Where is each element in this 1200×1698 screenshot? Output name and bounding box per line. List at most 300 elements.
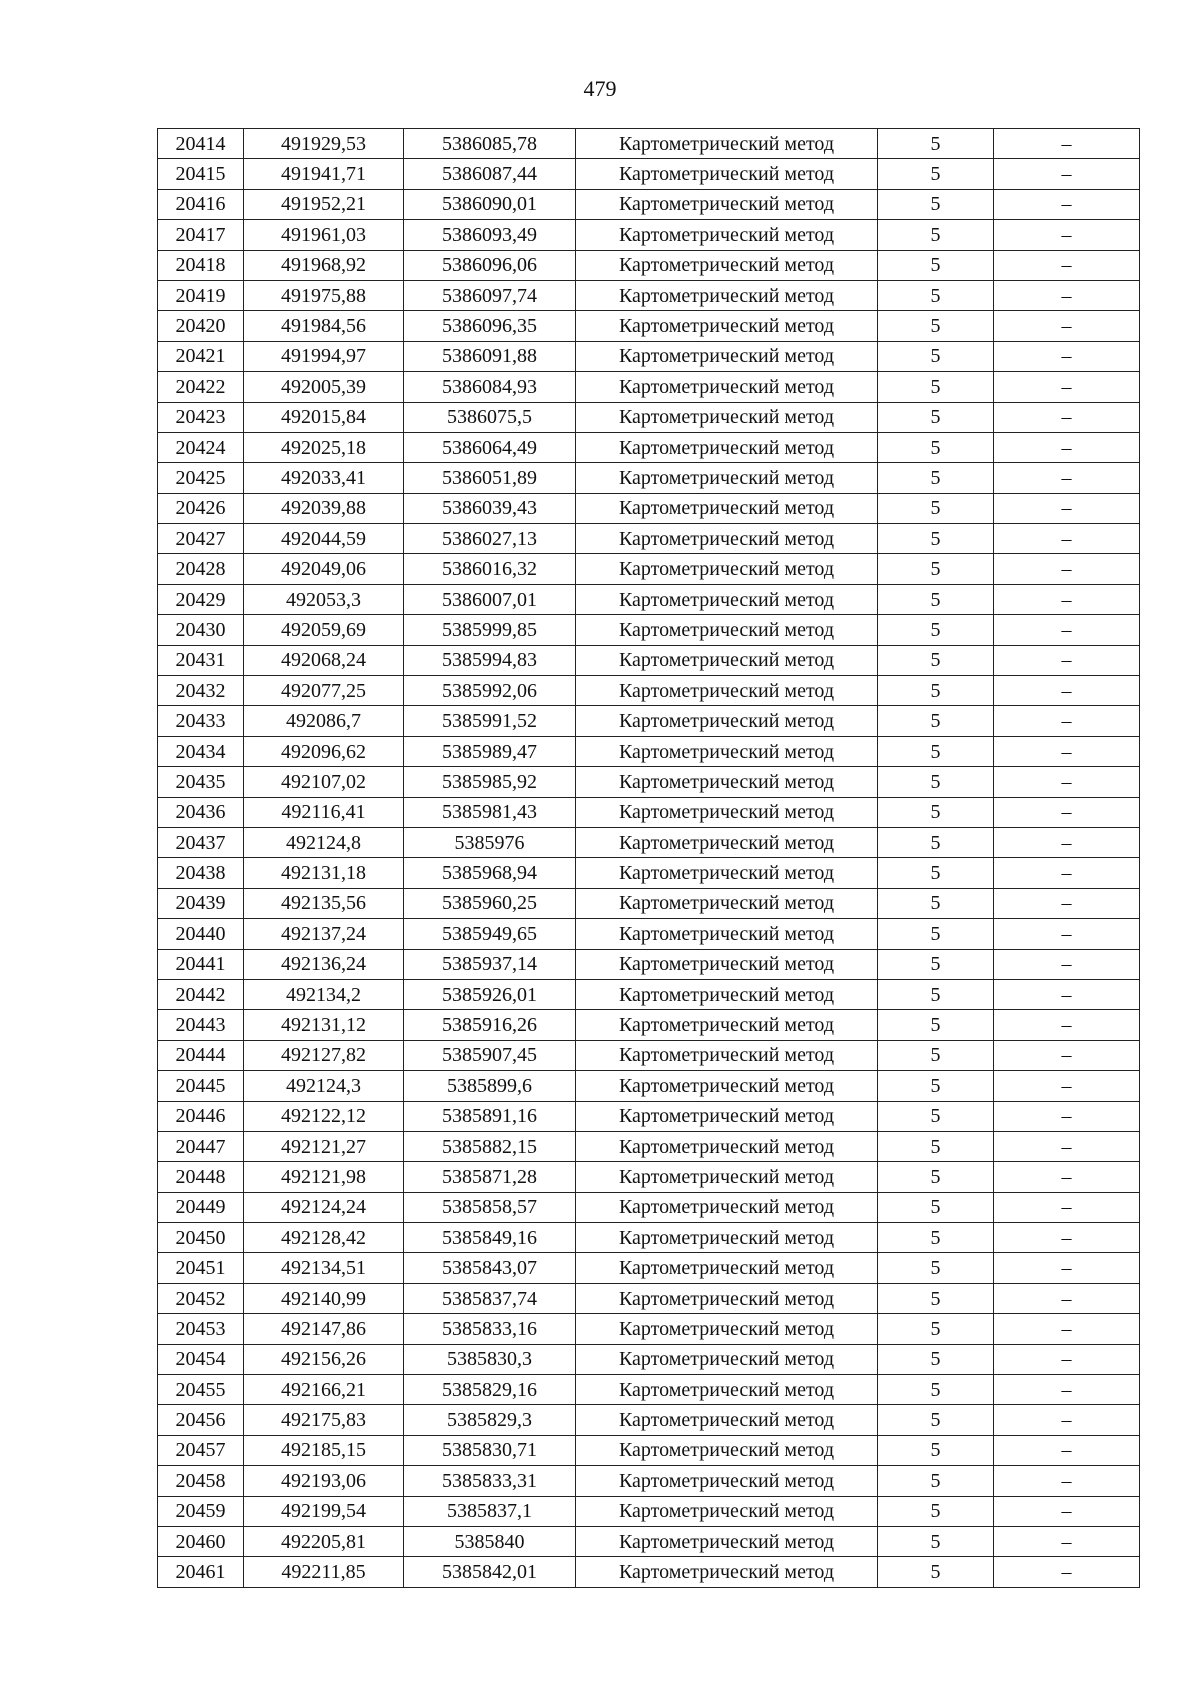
method-cell: Картометрический метод [576, 767, 878, 797]
x-coordinate-cell: 491952,21 [244, 189, 404, 219]
y-coordinate-cell: 5385994,83 [404, 645, 576, 675]
accuracy-cell: 5 [878, 311, 994, 341]
description-cell: – [994, 1375, 1140, 1405]
accuracy-cell: 5 [878, 1496, 994, 1526]
table-row [158, 1131, 1140, 1161]
x-coordinate-cell: 492124,24 [244, 1192, 404, 1222]
description-cell: – [994, 584, 1140, 614]
x-coordinate-cell: 492131,12 [244, 1010, 404, 1040]
method-cell: Картометрический метод [576, 1131, 878, 1161]
table-row [158, 1314, 1140, 1344]
method-cell: Картометрический метод [576, 1496, 878, 1526]
accuracy-cell: 5 [878, 220, 994, 250]
y-coordinate-cell: 5385837,74 [404, 1283, 576, 1313]
y-coordinate-cell: 5386084,93 [404, 372, 576, 402]
method-cell: Картометрический метод [576, 1071, 878, 1101]
accuracy-cell: 5 [878, 1283, 994, 1313]
x-coordinate-cell: 492096,62 [244, 736, 404, 766]
x-coordinate-cell: 492131,18 [244, 858, 404, 888]
y-coordinate-cell: 5385849,16 [404, 1223, 576, 1253]
point-number-cell: 20422 [158, 372, 244, 402]
table-row [158, 1344, 1140, 1374]
x-coordinate-cell: 491975,88 [244, 280, 404, 310]
method-cell: Картометрический метод [576, 311, 878, 341]
point-number-cell: 20429 [158, 584, 244, 614]
point-number-cell: 20431 [158, 645, 244, 675]
description-cell: – [994, 1466, 1140, 1496]
description-cell: – [994, 1314, 1140, 1344]
x-coordinate-cell: 491929,53 [244, 129, 404, 159]
point-number-cell: 20426 [158, 493, 244, 523]
table-row [158, 676, 1140, 706]
table-row [158, 797, 1140, 827]
x-coordinate-cell: 492116,41 [244, 797, 404, 827]
table-row [158, 1283, 1140, 1313]
x-coordinate-cell: 492140,99 [244, 1283, 404, 1313]
x-coordinate-cell: 491961,03 [244, 220, 404, 250]
accuracy-cell: 5 [878, 1375, 994, 1405]
point-number-cell: 20440 [158, 919, 244, 949]
description-cell: – [994, 1496, 1140, 1526]
accuracy-cell: 5 [878, 797, 994, 827]
x-coordinate-cell: 492124,8 [244, 827, 404, 857]
x-coordinate-cell: 491941,71 [244, 159, 404, 189]
method-cell: Картометрический метод [576, 189, 878, 219]
x-coordinate-cell: 492134,51 [244, 1253, 404, 1283]
table-row [158, 1071, 1140, 1101]
description-cell: – [994, 615, 1140, 645]
y-coordinate-cell: 5385833,31 [404, 1466, 576, 1496]
x-coordinate-cell: 492033,41 [244, 463, 404, 493]
y-coordinate-cell: 5385992,06 [404, 676, 576, 706]
method-cell: Картометрический метод [576, 554, 878, 584]
point-number-cell: 20425 [158, 463, 244, 493]
x-coordinate-cell: 492107,02 [244, 767, 404, 797]
point-number-cell: 20430 [158, 615, 244, 645]
description-cell: – [994, 1131, 1140, 1161]
table-row [158, 250, 1140, 280]
method-cell: Картометрический метод [576, 129, 878, 159]
description-cell: – [994, 1557, 1140, 1587]
y-coordinate-cell: 5385833,16 [404, 1314, 576, 1344]
method-cell: Картометрический метод [576, 1344, 878, 1374]
y-coordinate-cell: 5385840 [404, 1526, 576, 1556]
y-coordinate-cell: 5385829,3 [404, 1405, 576, 1435]
accuracy-cell: 5 [878, 827, 994, 857]
method-cell: Картометрический метод [576, 1435, 878, 1465]
y-coordinate-cell: 5386090,01 [404, 189, 576, 219]
table-row [158, 706, 1140, 736]
y-coordinate-cell: 5386096,35 [404, 311, 576, 341]
method-cell: Картометрический метод [576, 432, 878, 462]
point-number-cell: 20418 [158, 250, 244, 280]
method-cell: Картометрический метод [576, 1192, 878, 1222]
x-coordinate-cell: 492136,24 [244, 949, 404, 979]
description-cell: – [994, 767, 1140, 797]
table-row [158, 159, 1140, 189]
method-cell: Картометрический метод [576, 1101, 878, 1131]
method-cell: Картометрический метод [576, 1283, 878, 1313]
y-coordinate-cell: 5385949,65 [404, 919, 576, 949]
description-cell: – [994, 432, 1140, 462]
y-coordinate-cell: 5385976 [404, 827, 576, 857]
y-coordinate-cell: 5386039,43 [404, 493, 576, 523]
y-coordinate-cell: 5385968,94 [404, 858, 576, 888]
coordinates-table-body [158, 129, 1140, 1588]
x-coordinate-cell: 491968,92 [244, 250, 404, 280]
description-cell: – [994, 1526, 1140, 1556]
table-row [158, 280, 1140, 310]
point-number-cell: 20452 [158, 1283, 244, 1313]
x-coordinate-cell: 492086,7 [244, 706, 404, 736]
point-number-cell: 20445 [158, 1071, 244, 1101]
description-cell: – [994, 189, 1140, 219]
accuracy-cell: 5 [878, 949, 994, 979]
description-cell: – [994, 1344, 1140, 1374]
accuracy-cell: 5 [878, 1435, 994, 1465]
accuracy-cell: 5 [878, 129, 994, 159]
accuracy-cell: 5 [878, 736, 994, 766]
table-row [158, 767, 1140, 797]
accuracy-cell: 5 [878, 402, 994, 432]
accuracy-cell: 5 [878, 676, 994, 706]
point-number-cell: 20414 [158, 129, 244, 159]
x-coordinate-cell: 492135,56 [244, 888, 404, 918]
y-coordinate-cell: 5386097,74 [404, 280, 576, 310]
accuracy-cell: 5 [878, 1405, 994, 1435]
y-coordinate-cell: 5385991,52 [404, 706, 576, 736]
accuracy-cell: 5 [878, 645, 994, 675]
accuracy-cell: 5 [878, 493, 994, 523]
description-cell: – [994, 341, 1140, 371]
y-coordinate-cell: 5386085,78 [404, 129, 576, 159]
x-coordinate-cell: 492147,86 [244, 1314, 404, 1344]
table-row [158, 1010, 1140, 1040]
y-coordinate-cell: 5386087,44 [404, 159, 576, 189]
table-row [158, 615, 1140, 645]
x-coordinate-cell: 492121,98 [244, 1162, 404, 1192]
x-coordinate-cell: 492166,21 [244, 1375, 404, 1405]
description-cell: – [994, 1010, 1140, 1040]
table-row [158, 827, 1140, 857]
y-coordinate-cell: 5386027,13 [404, 524, 576, 554]
y-coordinate-cell: 5385926,01 [404, 979, 576, 1009]
y-coordinate-cell: 5385830,3 [404, 1344, 576, 1374]
point-number-cell: 20416 [158, 189, 244, 219]
point-number-cell: 20458 [158, 1466, 244, 1496]
x-coordinate-cell: 492059,69 [244, 615, 404, 645]
y-coordinate-cell: 5386096,06 [404, 250, 576, 280]
table-row [158, 858, 1140, 888]
description-cell: – [994, 524, 1140, 554]
table-row [158, 432, 1140, 462]
table-row [158, 888, 1140, 918]
method-cell: Картометрический метод [576, 1223, 878, 1253]
y-coordinate-cell: 5385837,1 [404, 1496, 576, 1526]
description-cell: – [994, 280, 1140, 310]
x-coordinate-cell: 492205,81 [244, 1526, 404, 1556]
table-row [158, 372, 1140, 402]
description-cell: – [994, 827, 1140, 857]
method-cell: Картометрический метод [576, 645, 878, 675]
description-cell: – [994, 372, 1140, 402]
description-cell: – [994, 1435, 1140, 1465]
point-number-cell: 20456 [158, 1405, 244, 1435]
method-cell: Картометрический метод [576, 827, 878, 857]
method-cell: Картометрический метод [576, 280, 878, 310]
table-row [158, 949, 1140, 979]
y-coordinate-cell: 5385843,07 [404, 1253, 576, 1283]
point-number-cell: 20415 [158, 159, 244, 189]
point-number-cell: 20437 [158, 827, 244, 857]
y-coordinate-cell: 5385871,28 [404, 1162, 576, 1192]
y-coordinate-cell: 5386051,89 [404, 463, 576, 493]
description-cell: – [994, 676, 1140, 706]
description-cell: – [994, 797, 1140, 827]
accuracy-cell: 5 [878, 1162, 994, 1192]
accuracy-cell: 5 [878, 280, 994, 310]
description-cell: – [994, 1192, 1140, 1222]
table-row [158, 1253, 1140, 1283]
point-number-cell: 20442 [158, 979, 244, 1009]
method-cell: Картометрический метод [576, 736, 878, 766]
table-row [158, 919, 1140, 949]
y-coordinate-cell: 5386007,01 [404, 584, 576, 614]
x-coordinate-cell: 492128,42 [244, 1223, 404, 1253]
accuracy-cell: 5 [878, 1466, 994, 1496]
accuracy-cell: 5 [878, 615, 994, 645]
accuracy-cell: 5 [878, 1253, 994, 1283]
y-coordinate-cell: 5385937,14 [404, 949, 576, 979]
y-coordinate-cell: 5385829,16 [404, 1375, 576, 1405]
point-number-cell: 20457 [158, 1435, 244, 1465]
method-cell: Картометрический метод [576, 858, 878, 888]
x-coordinate-cell: 492053,3 [244, 584, 404, 614]
point-number-cell: 20443 [158, 1010, 244, 1040]
table-row [158, 1101, 1140, 1131]
point-number-cell: 20451 [158, 1253, 244, 1283]
point-number-cell: 20441 [158, 949, 244, 979]
point-number-cell: 20434 [158, 736, 244, 766]
point-number-cell: 20419 [158, 280, 244, 310]
y-coordinate-cell: 5385882,15 [404, 1131, 576, 1161]
description-cell: – [994, 736, 1140, 766]
method-cell: Картометрический метод [576, 979, 878, 1009]
x-coordinate-cell: 492005,39 [244, 372, 404, 402]
accuracy-cell: 5 [878, 1557, 994, 1587]
method-cell: Картометрический метод [576, 1405, 878, 1435]
method-cell: Картометрический метод [576, 372, 878, 402]
table-row [158, 1040, 1140, 1070]
x-coordinate-cell: 492039,88 [244, 493, 404, 523]
method-cell: Картометрический метод [576, 524, 878, 554]
y-coordinate-cell: 5386075,5 [404, 402, 576, 432]
accuracy-cell: 5 [878, 372, 994, 402]
point-number-cell: 20446 [158, 1101, 244, 1131]
point-number-cell: 20448 [158, 1162, 244, 1192]
accuracy-cell: 5 [878, 1344, 994, 1374]
accuracy-cell: 5 [878, 1101, 994, 1131]
x-coordinate-cell: 492124,3 [244, 1071, 404, 1101]
y-coordinate-cell: 5385830,71 [404, 1435, 576, 1465]
method-cell: Картометрический метод [576, 615, 878, 645]
description-cell: – [994, 554, 1140, 584]
method-cell: Картометрический метод [576, 1253, 878, 1283]
description-cell: – [994, 1405, 1140, 1435]
y-coordinate-cell: 5385891,16 [404, 1101, 576, 1131]
table-row [158, 736, 1140, 766]
description-cell: – [994, 1253, 1140, 1283]
point-number-cell: 20436 [158, 797, 244, 827]
table-row [158, 1192, 1140, 1222]
x-coordinate-cell: 492025,18 [244, 432, 404, 462]
x-coordinate-cell: 491994,97 [244, 341, 404, 371]
table-row [158, 341, 1140, 371]
description-cell: – [994, 919, 1140, 949]
point-number-cell: 20428 [158, 554, 244, 584]
table-row [158, 189, 1140, 219]
table-row [158, 1557, 1140, 1587]
description-cell: – [994, 129, 1140, 159]
description-cell: – [994, 1071, 1140, 1101]
x-coordinate-cell: 492127,82 [244, 1040, 404, 1070]
method-cell: Картометрический метод [576, 676, 878, 706]
point-number-cell: 20455 [158, 1375, 244, 1405]
point-number-cell: 20427 [158, 524, 244, 554]
accuracy-cell: 5 [878, 250, 994, 280]
point-number-cell: 20424 [158, 432, 244, 462]
x-coordinate-cell: 492044,59 [244, 524, 404, 554]
accuracy-cell: 5 [878, 1131, 994, 1161]
accuracy-cell: 5 [878, 706, 994, 736]
point-number-cell: 20447 [158, 1131, 244, 1161]
description-cell: – [994, 1101, 1140, 1131]
x-coordinate-cell: 492121,27 [244, 1131, 404, 1161]
method-cell: Картометрический метод [576, 1375, 878, 1405]
x-coordinate-cell: 492049,06 [244, 554, 404, 584]
method-cell: Картометрический метод [576, 584, 878, 614]
accuracy-cell: 5 [878, 159, 994, 189]
x-coordinate-cell: 492077,25 [244, 676, 404, 706]
table-row [158, 1223, 1140, 1253]
method-cell: Картометрический метод [576, 1466, 878, 1496]
point-number-cell: 20453 [158, 1314, 244, 1344]
point-number-cell: 20420 [158, 311, 244, 341]
accuracy-cell: 5 [878, 554, 994, 584]
accuracy-cell: 5 [878, 1192, 994, 1222]
table-row [158, 402, 1140, 432]
x-coordinate-cell: 491984,56 [244, 311, 404, 341]
page-number: 479 [583, 76, 617, 101]
description-cell: – [994, 493, 1140, 523]
description-cell: – [994, 645, 1140, 675]
description-cell: – [994, 1283, 1140, 1313]
table-row [158, 220, 1140, 250]
x-coordinate-cell: 492185,15 [244, 1435, 404, 1465]
method-cell: Картометрический метод [576, 159, 878, 189]
table-row [158, 1375, 1140, 1405]
y-coordinate-cell: 5385899,6 [404, 1071, 576, 1101]
y-coordinate-cell: 5386093,49 [404, 220, 576, 250]
method-cell: Картометрический метод [576, 1040, 878, 1070]
point-number-cell: 20435 [158, 767, 244, 797]
point-number-cell: 20417 [158, 220, 244, 250]
accuracy-cell: 5 [878, 189, 994, 219]
accuracy-cell: 5 [878, 1010, 994, 1040]
y-coordinate-cell: 5385916,26 [404, 1010, 576, 1040]
accuracy-cell: 5 [878, 1040, 994, 1070]
accuracy-cell: 5 [878, 432, 994, 462]
y-coordinate-cell: 5386016,32 [404, 554, 576, 584]
accuracy-cell: 5 [878, 979, 994, 1009]
table-row [158, 524, 1140, 554]
method-cell: Картометрический метод [576, 463, 878, 493]
y-coordinate-cell: 5385907,45 [404, 1040, 576, 1070]
method-cell: Картометрический метод [576, 888, 878, 918]
description-cell: – [994, 1223, 1140, 1253]
point-number-cell: 20449 [158, 1192, 244, 1222]
table-row [158, 584, 1140, 614]
accuracy-cell: 5 [878, 1526, 994, 1556]
description-cell: – [994, 1040, 1140, 1070]
description-cell: – [994, 159, 1140, 189]
y-coordinate-cell: 5386064,49 [404, 432, 576, 462]
accuracy-cell: 5 [878, 767, 994, 797]
point-number-cell: 20461 [158, 1557, 244, 1587]
x-coordinate-cell: 492156,26 [244, 1344, 404, 1374]
table-row [158, 1405, 1140, 1435]
point-number-cell: 20450 [158, 1223, 244, 1253]
accuracy-cell: 5 [878, 858, 994, 888]
y-coordinate-cell: 5386091,88 [404, 341, 576, 371]
y-coordinate-cell: 5385989,47 [404, 736, 576, 766]
accuracy-cell: 5 [878, 524, 994, 554]
accuracy-cell: 5 [878, 1223, 994, 1253]
description-cell: – [994, 250, 1140, 280]
description-cell: – [994, 311, 1140, 341]
method-cell: Картометрический метод [576, 1314, 878, 1344]
accuracy-cell: 5 [878, 919, 994, 949]
method-cell: Картометрический метод [576, 797, 878, 827]
point-number-cell: 20460 [158, 1526, 244, 1556]
description-cell: – [994, 463, 1140, 493]
description-cell: – [994, 858, 1140, 888]
table-row [158, 1466, 1140, 1496]
point-number-cell: 20433 [158, 706, 244, 736]
point-number-cell: 20454 [158, 1344, 244, 1374]
table-row [158, 645, 1140, 675]
method-cell: Картометрический метод [576, 493, 878, 523]
accuracy-cell: 5 [878, 1071, 994, 1101]
accuracy-cell: 5 [878, 341, 994, 371]
y-coordinate-cell: 5385985,92 [404, 767, 576, 797]
method-cell: Картометрический метод [576, 341, 878, 371]
table-row [158, 463, 1140, 493]
table-row [158, 311, 1140, 341]
coordinates-table [157, 128, 1140, 1588]
point-number-cell: 20459 [158, 1496, 244, 1526]
x-coordinate-cell: 492015,84 [244, 402, 404, 432]
x-coordinate-cell: 492134,2 [244, 979, 404, 1009]
accuracy-cell: 5 [878, 463, 994, 493]
method-cell: Картометрический метод [576, 706, 878, 736]
x-coordinate-cell: 492211,85 [244, 1557, 404, 1587]
point-number-cell: 20444 [158, 1040, 244, 1070]
method-cell: Картометрический метод [576, 1526, 878, 1556]
description-cell: – [994, 706, 1140, 736]
y-coordinate-cell: 5385999,85 [404, 615, 576, 645]
x-coordinate-cell: 492122,12 [244, 1101, 404, 1131]
